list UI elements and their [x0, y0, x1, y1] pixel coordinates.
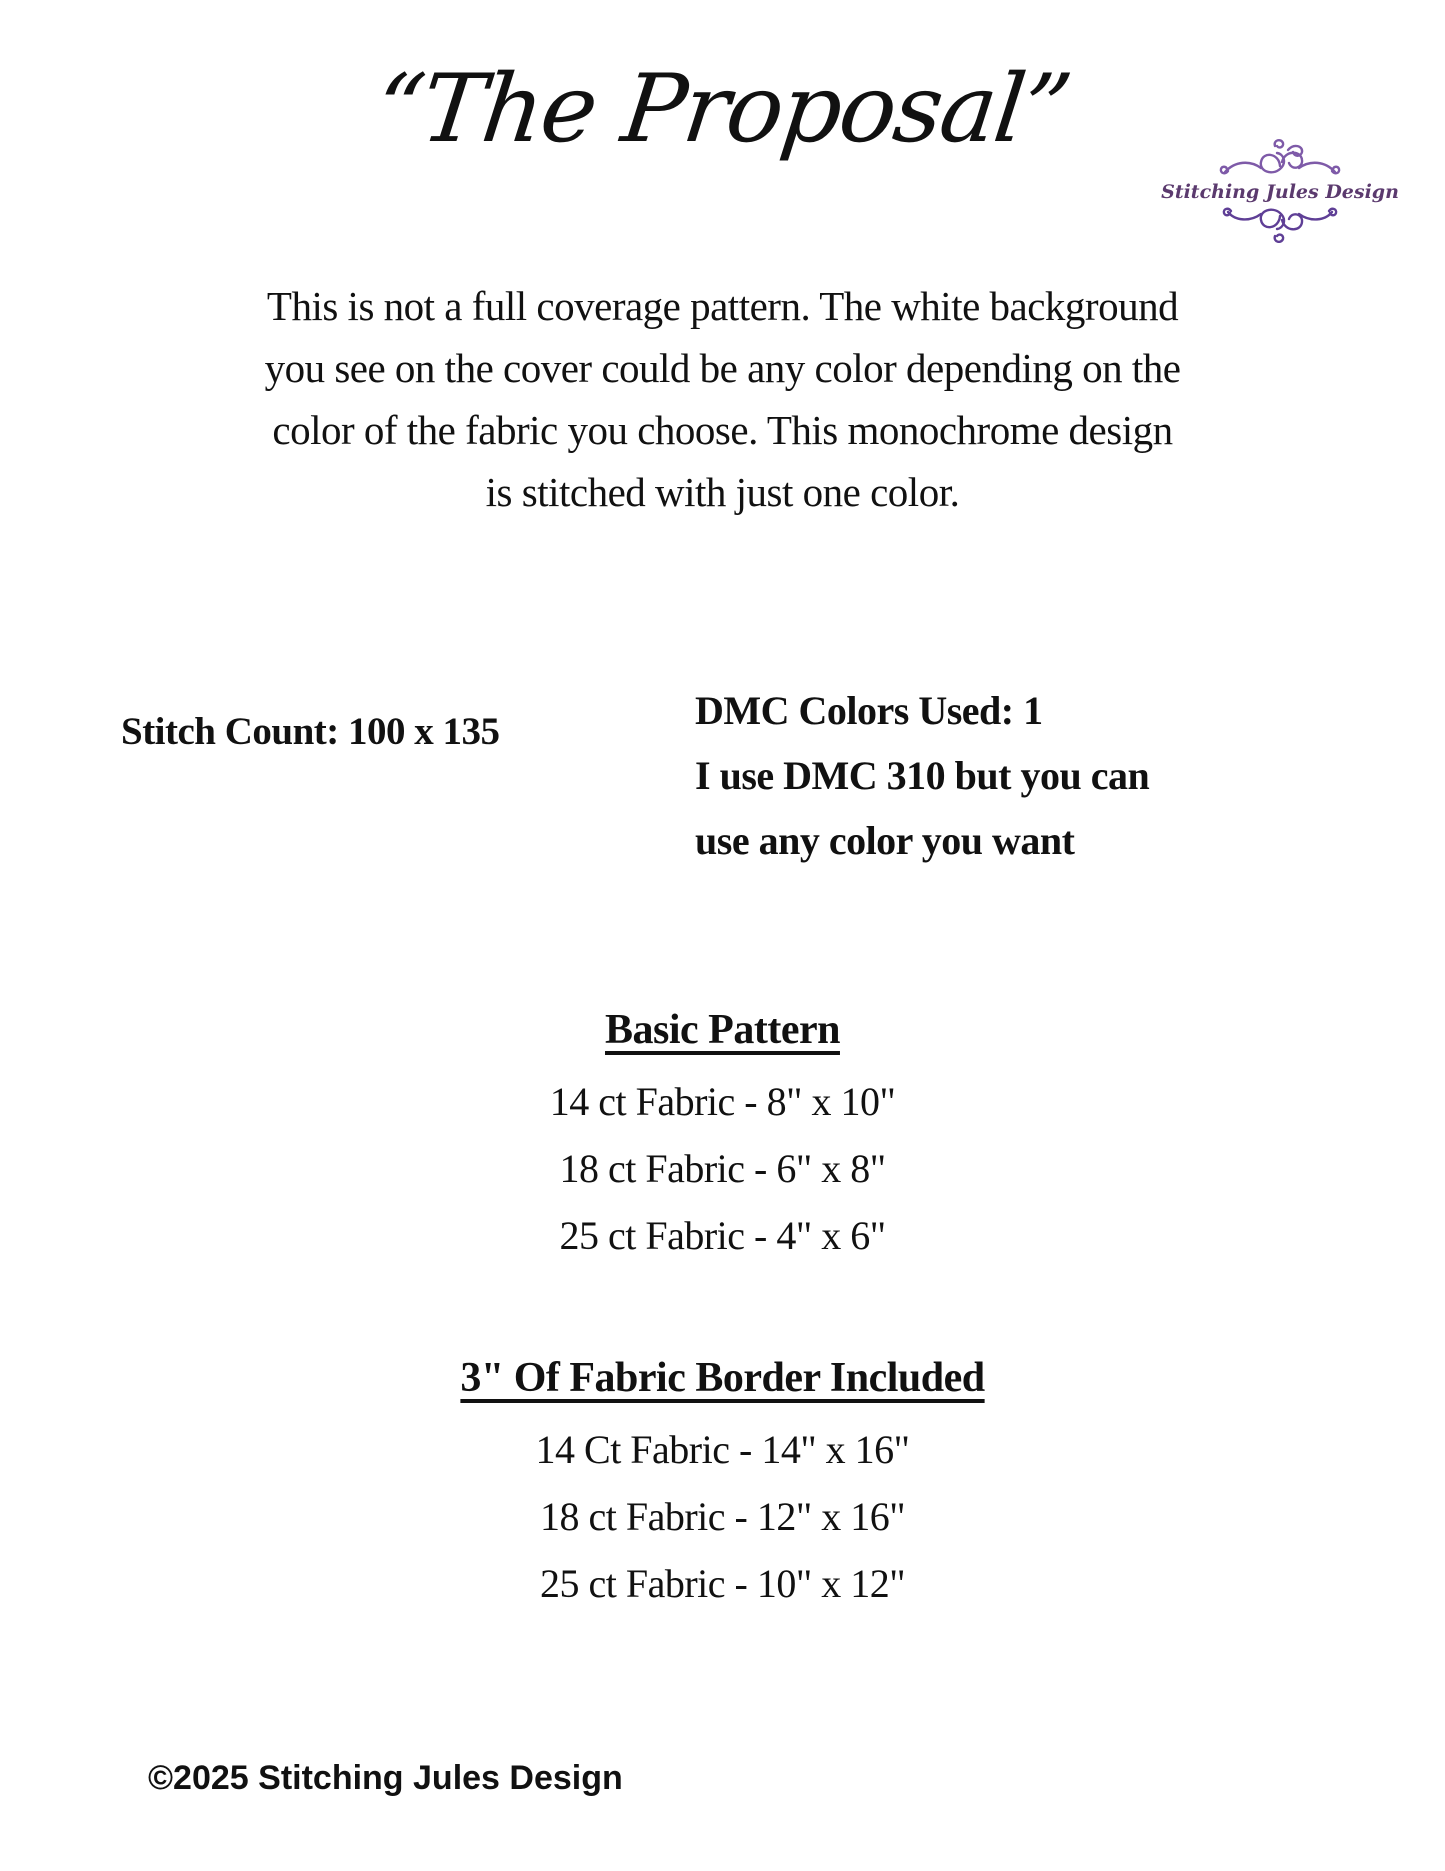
- intro-line: This is not a full coverage pattern. The white background: [266, 283, 1179, 329]
- flourish-bottom-icon: [1221, 204, 1339, 244]
- page-title: “The Proposal”: [369, 55, 1076, 164]
- basic-pattern-items: [0, 1068, 1445, 1269]
- intro-line: color of the fabric you choose. This monochrome design: [272, 407, 1173, 453]
- fabric-size-item: 18 ct Fabric - 6" x 8": [559, 1146, 886, 1191]
- section-border-included: [0, 1348, 1445, 1617]
- stitch-count-text: Stitch Count: 100 x 135: [121, 710, 500, 753]
- fabric-size-item: 18 ct Fabric - 12" x 16": [539, 1494, 906, 1539]
- dmc-line: use any color you want: [695, 818, 1075, 863]
- flourish-top-icon: [1216, 138, 1344, 180]
- fabric-size-item: 14 ct Fabric - 8" x 10": [549, 1079, 896, 1124]
- intro-line: is stitched with just one color.: [485, 469, 960, 515]
- copyright-text: ©2025 Stitching Jules Design: [148, 1759, 623, 1797]
- basic-pattern-heading: Basic Pattern: [605, 1007, 840, 1053]
- section-basic-pattern: [0, 1000, 1445, 1269]
- intro-paragraph: [0, 275, 1445, 523]
- dmc-line: I use DMC 310 but you can: [695, 753, 1150, 798]
- fabric-size-item: 25 ct Fabric - 4" x 6": [559, 1213, 886, 1258]
- intro-line: you see on the cover could be any color depending on the: [264, 345, 1181, 391]
- border-included-items: [0, 1416, 1445, 1617]
- border-included-heading: 3" Of Fabric Border Included: [460, 1355, 985, 1401]
- dmc-line: DMC Colors Used: 1: [695, 688, 1043, 733]
- fabric-size-item: 14 Ct Fabric - 14" x 16": [535, 1427, 910, 1472]
- brand-logo: [1158, 138, 1402, 244]
- dmc-colors-info: [695, 678, 1149, 873]
- brand-logo-text: Stitching Jules Design: [1161, 181, 1399, 203]
- fabric-size-item: 25 ct Fabric - 10" x 12": [539, 1561, 906, 1606]
